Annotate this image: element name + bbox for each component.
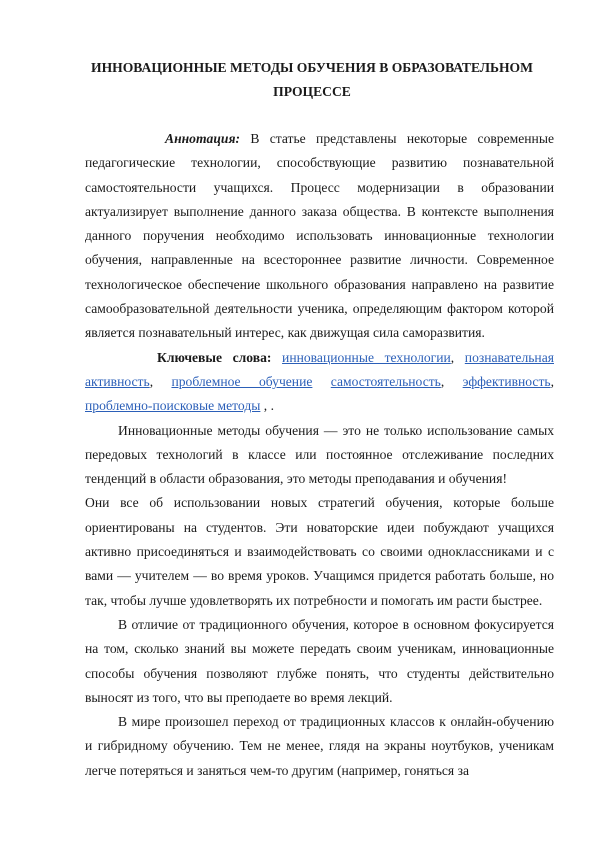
paragraph-3: В отличие от традиционного обучения, которое в основном фокусируется на том, сколько знаний вы можете передать своим ученикам, инновационные способы обучения позволяют глубже понять, что студенты действительно выносят из того, что вы преподаете во время лекций. [85, 616, 554, 705]
title-line-2: ПРОЦЕССЕ [273, 84, 351, 99]
abstract-label: Аннотация: [165, 131, 240, 146]
paragraph-2: Они все об использовании новых стратегий обучения, которые больше ориентированы на студентов. Эти новаторские идеи побуждают учащихся активно присоединяться и взаимодействовать со своими одноклассниками и с вами — учителем — во время уроков. Учащимся придется работать больше, но так, чтобы лучше удовлетворять их потребности и помогать им расти быстрее. [85, 495, 554, 608]
abstract-text: В статье представлены некоторые современные педагогические технологии, способствующие развитию познавательной самостоятельности учащихся. Процесс модернизации в образовании актуализирует выполнение данного заказа общества. В контексте выполнения данного поручения необходимо использовать инновационные технологии обучения, направленные на всестороннее развитие личности. Современное технологическое обеспечение школьного образования направлено на развитие самообразовательной деятельности ученика, определяющим фактором которой является познавательный интерес, как движущая сила саморазвития. [85, 131, 554, 341]
keyword-link[interactable]: эффективность [462, 373, 551, 389]
keyword-link[interactable]: проблемное обучение [171, 373, 313, 389]
title-line-1: ИННОВАЦИОННЫЕ МЕТОДЫ ОБУЧЕНИЯ В ОБРАЗОВАТЕЛЬНОМ [91, 60, 533, 75]
keyword-link[interactable]: проблемно-поисковые методы [85, 398, 261, 414]
document-body [85, 127, 554, 783]
abstract-paragraph [85, 127, 554, 346]
keyword-link[interactable]: инновационные технологии [282, 349, 451, 365]
paragraph-4: В мире произошел переход от традиционных классов к онлайн-обучению и гибридному обучению. Тем не менее, глядя на экраны ноутбуков, ученикам легче потеряться и заняться чем-то другим (например, гоняться за [85, 714, 554, 778]
keyword-link[interactable]: самостоятельность [330, 373, 441, 389]
keywords-label: Ключевые слова: [157, 349, 272, 365]
keyword-link[interactable]: познавательная активность [85, 349, 554, 389]
document-title [70, 56, 554, 104]
paragraph-1: Инновационные методы обучения — это не только использование самых передовых технологий в классе или постоянное отслеживание последних тенденций в области образования, это методы преподавания и обучения! [85, 422, 554, 487]
keywords-end: , . [260, 398, 274, 414]
keywords-paragraph: Ключевые слова: инновационные технологии, познавательная активность, проблемное обучение самостоятельность, эффективность, проблемно-поисковые методы , . [85, 349, 555, 414]
